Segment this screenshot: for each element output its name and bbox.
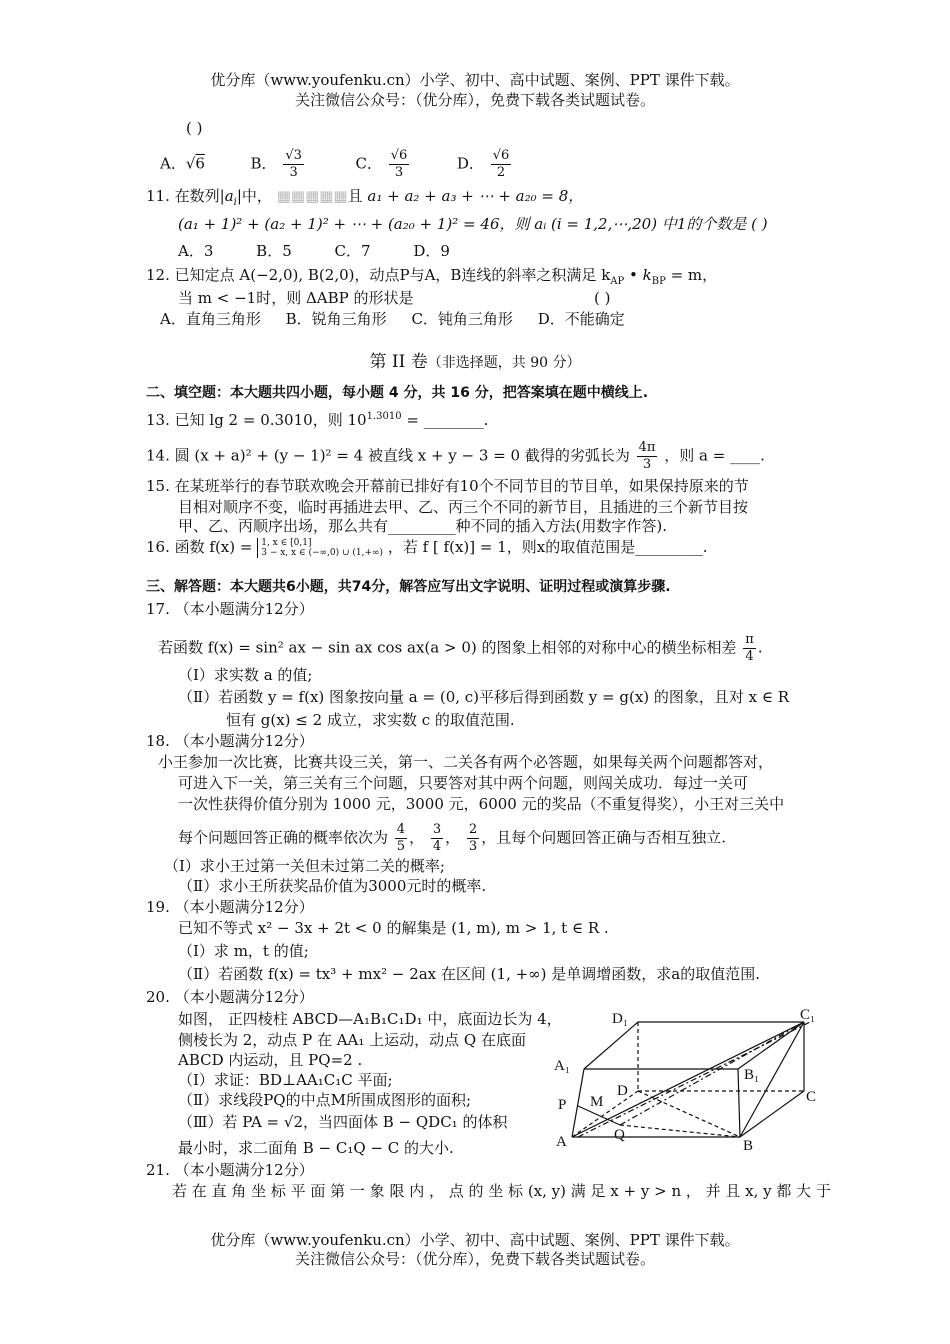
edge-a-d bbox=[572, 1091, 638, 1137]
label-c1: C₁ bbox=[800, 1007, 816, 1023]
q13: 13. 已知 lg 2 = 0.3010，则 $10^{1.3010}$ = ________. bbox=[146, 411, 489, 429]
q18-line2: 可进入下一关，第三关有三个问题，只要答对其中两个问题，则闯关成功．每过一关可 bbox=[178, 774, 749, 792]
diag-dashdot-1 bbox=[578, 1022, 810, 1137]
q19-line1: 已知不等式 x² − 3x + 2t < 0 的解集是 (1, m), m > 1, t ∈ R . bbox=[178, 919, 609, 937]
q14-fraction: $\frac{4\pi}{3}$ bbox=[638, 440, 656, 472]
q20-part-i: （Ⅰ）求证：BD⊥AA₁C₁C 平面; bbox=[178, 1071, 393, 1089]
q20-part-iii-cont: 最小时，求二面角 B − C₁Q − C 的大小. bbox=[178, 1139, 454, 1157]
label-d1: D₁ bbox=[612, 1011, 629, 1027]
q10-answer-paren: ( ) bbox=[186, 119, 203, 137]
diag-a-c1 bbox=[572, 1022, 804, 1137]
label-d: D bbox=[617, 1083, 628, 1099]
edge-b-c bbox=[740, 1091, 804, 1137]
q10-option-d-fraction: $\frac{√6}{2}$ bbox=[492, 148, 510, 180]
q14: 14. 圆 (x + a)² + (y − 1)² = 4 被直线 x + y − 3 = 0 截得的劣弧长为 $\frac{4\pi}{3}$ ，则 a = ____. bbox=[146, 440, 765, 472]
page-header-line2: 关注微信公众号：（优分库），免费下载各类试题试卷。 bbox=[294, 91, 655, 109]
q17-part-ii-line1: （Ⅱ）若函数 y = f(x) 图象按向量 a = (0, c)平移后得到函数 y = g(x) 的图象，且对 x ∈ R bbox=[178, 688, 790, 706]
q19-part-i: （Ⅰ）求 m，t 的值; bbox=[178, 942, 309, 960]
edge-a1-d1 bbox=[584, 1022, 638, 1069]
edge-c1-b1 bbox=[738, 1022, 804, 1069]
q10-option-a-label: A． bbox=[160, 154, 186, 173]
q17-fraction: $\frac{\pi}{4}$ bbox=[745, 632, 754, 664]
q20-part-ii: （Ⅱ）求线段PQ的中点M所围成图形的面积; bbox=[178, 1091, 471, 1109]
edge-b-b1 bbox=[738, 1069, 740, 1137]
q12-option-a: A．直角三角形 bbox=[160, 310, 261, 328]
diag-q-c1 bbox=[620, 1022, 804, 1125]
q18-part-i: （Ⅰ）求小王过第一关但未过第二关的概率; bbox=[164, 857, 445, 875]
label-b: B bbox=[743, 1138, 754, 1154]
segment-q-b bbox=[620, 1125, 740, 1137]
q15-line3: 甲、乙、丙顺序出场，那么共有_________种不同的插入方法(用数字作答). bbox=[178, 517, 667, 535]
label-q: Q bbox=[614, 1127, 625, 1143]
q12-option-d: D．不能确定 bbox=[537, 310, 625, 328]
label-m: M bbox=[590, 1094, 604, 1110]
q12-option-c: C．钝角三角形 bbox=[411, 310, 513, 328]
q19-part-ii: （Ⅱ）若函数 f(x) = tx³ + mx² − 2ax 在区间 (1, +∞) 是单调增函数，求a的取值范围. bbox=[178, 965, 760, 983]
page-footer-line2: 关注微信公众号：（优分库），免费下载各类试题试卷。 bbox=[294, 1250, 655, 1268]
label-b1: B₁ bbox=[744, 1067, 760, 1083]
page-footer-line1: 优分库（www.youfenku.cn）小学、初中、高中试题、案例、PPT 课件下载。 bbox=[210, 1231, 740, 1249]
section2-heading: 二、填空题：本大题共四小题，每小题 4 分，共 16 分，把答案填在题中横线上. bbox=[146, 385, 649, 401]
label-a1: A₁ bbox=[554, 1058, 571, 1074]
section3-heading: 三、解答题：本大题共6小题，共74分，解答应写出文字说明、证明过程或演算步骤. bbox=[146, 579, 671, 595]
q20-part-iii: （Ⅲ）若 PA = √2，当四面体 B − QDC₁ 的体积 bbox=[178, 1113, 508, 1131]
q20-line3: ABCD 内运动，且 PQ=2 . bbox=[178, 1051, 363, 1069]
q15-line1: 15. 在某班举行的春节联欢晚会开幕前已排好有10个不同节目的节目单，如果保持原来的节 bbox=[146, 477, 749, 495]
q10-option-d-label: D． bbox=[456, 154, 484, 173]
q11-option-c: C．7 bbox=[334, 242, 371, 260]
q10-option-c-label: C． bbox=[355, 154, 382, 173]
q11-option-d: D．9 bbox=[413, 242, 450, 260]
q18-head: 18. （本小题满分12分） bbox=[146, 732, 314, 750]
q12-options bbox=[160, 309, 625, 329]
q20-line2: 侧棱长为 2，动点 P 在 AA₁ 上运动，动点 Q 在底面 bbox=[178, 1031, 526, 1049]
q20-head: 20. （本小题满分12分） bbox=[146, 988, 314, 1006]
q21-line1: 若 在 直 角 坐 标 平 面 第 一 象 限 内 ， 点 的 坐 标 (x, y) 满 足 x + y > n ， 并 且 x, y 都 大 于 bbox=[172, 1182, 831, 1200]
q17-part-ii-line2: 恒有 g(x) ≤ 2 成立，求实数 c 的取值范围. bbox=[226, 711, 515, 729]
q18-line3: 一次性获得价值分别为 1000 元，3000 元，6000 元的奖品（不重复得奖），小王对三关中 bbox=[178, 795, 785, 813]
q15-line2: 目相对顺序不变，临时再插进去甲、乙、丙三个不同的新节目，且插进的三个新节目按 bbox=[178, 498, 749, 516]
q10-option-a-value: 6 bbox=[195, 154, 205, 173]
q11-option-b: B．5 bbox=[256, 242, 292, 260]
q11-line2: (a₁ + 1)² + (a₂ + 1)² + ⋯ + (a₂₀ + 1)² = 46，则 aᵢ (i = 1,2,⋯,20) 中1的个数是 ( ) bbox=[178, 215, 768, 233]
q10-option-c-fraction: $\frac{√6}{3}$ bbox=[390, 148, 408, 180]
q10-option-b-fraction: $\frac{√3}{3}$ bbox=[285, 148, 302, 180]
q12-option-b: B．锐角三角形 bbox=[285, 310, 387, 328]
page-header-line1: 优分库（www.youfenku.cn）小学、初中、高中试题、案例、PPT 课件下载。 bbox=[210, 71, 740, 89]
q10-option-b-label: B． bbox=[250, 154, 277, 173]
q21-head: 21. （本小题满分12分） bbox=[146, 1161, 314, 1179]
q16: 16. 函数 f(x) = 1, x ∈ [0,1] 3 − x, x ∈ (−∞,0) ∪ (1,+∞) ，若 f [ f(x)] = 1，则x的取值范围是_________. bbox=[146, 538, 708, 558]
edge-a-a1 bbox=[572, 1069, 584, 1137]
q18-part-ii: （Ⅱ）求小王所获奖品价值为3000元时的概率. bbox=[178, 877, 487, 895]
q17-text: 若函数 f(x) = sin² ax − sin ax cos ax(a > 0) 的图象上相邻的对称中心的横坐标相差 $\frac{\pi}{4}$ . bbox=[158, 632, 763, 664]
q12-line1: 12. 已知定点 A(−2,0), B(2,0)，动点P与A，B连线的斜率之积满足 $k_{AP}$ • $k_{BP} = m$， bbox=[146, 266, 718, 287]
q18-line1: 小王参加一次比赛，比赛共设三关，第一、二关各有两个必答题，如果每关两个问题都答对， bbox=[158, 753, 774, 771]
q20-line1: 如图， 正四棱柱 ABCD—A₁B₁C₁D₁ 中，底面边长为 4， bbox=[178, 1010, 562, 1028]
q18-line4: 每个问题回答正确的概率依次为 $\frac{4}{5}$ ， $\frac{3}{4}$ ， $\frac{2}{3}$ ，且每个问题回答正确与否相互独立. bbox=[178, 822, 726, 854]
part2-title: 第 II 卷（非选择题，共 90 分） bbox=[369, 352, 581, 372]
q11-line1: 11. 在数列$|a_i|$中， ▦▦▦▦▦且 a₁ + a₂ + a₃ + ⋯ + a₂₀ = 8， bbox=[146, 187, 584, 208]
q10-options: A．√6 B． $\frac{√3}{3}$ C． $\frac{√6}{3}$ D． $\frac{√6}{2}$ bbox=[160, 148, 510, 180]
label-a: A bbox=[556, 1134, 567, 1150]
diag-d-b bbox=[638, 1091, 740, 1137]
q17-head: 17. （本小题满分12分） bbox=[146, 600, 314, 618]
label-c: C bbox=[806, 1089, 817, 1105]
q17-part-i: （Ⅰ）求实数 a 的值; bbox=[178, 666, 313, 684]
q12-answer-paren: ( ) bbox=[594, 289, 611, 307]
q11-option-a: A．3 bbox=[178, 242, 214, 260]
prism-figure bbox=[550, 1003, 830, 1155]
q11-options bbox=[178, 241, 450, 261]
label-p: P bbox=[558, 1097, 567, 1113]
q19-head: 19. （本小题满分12分） bbox=[146, 898, 314, 916]
q12-line2: 当 m < −1时，则 ΔABP 的形状是 bbox=[178, 289, 414, 307]
